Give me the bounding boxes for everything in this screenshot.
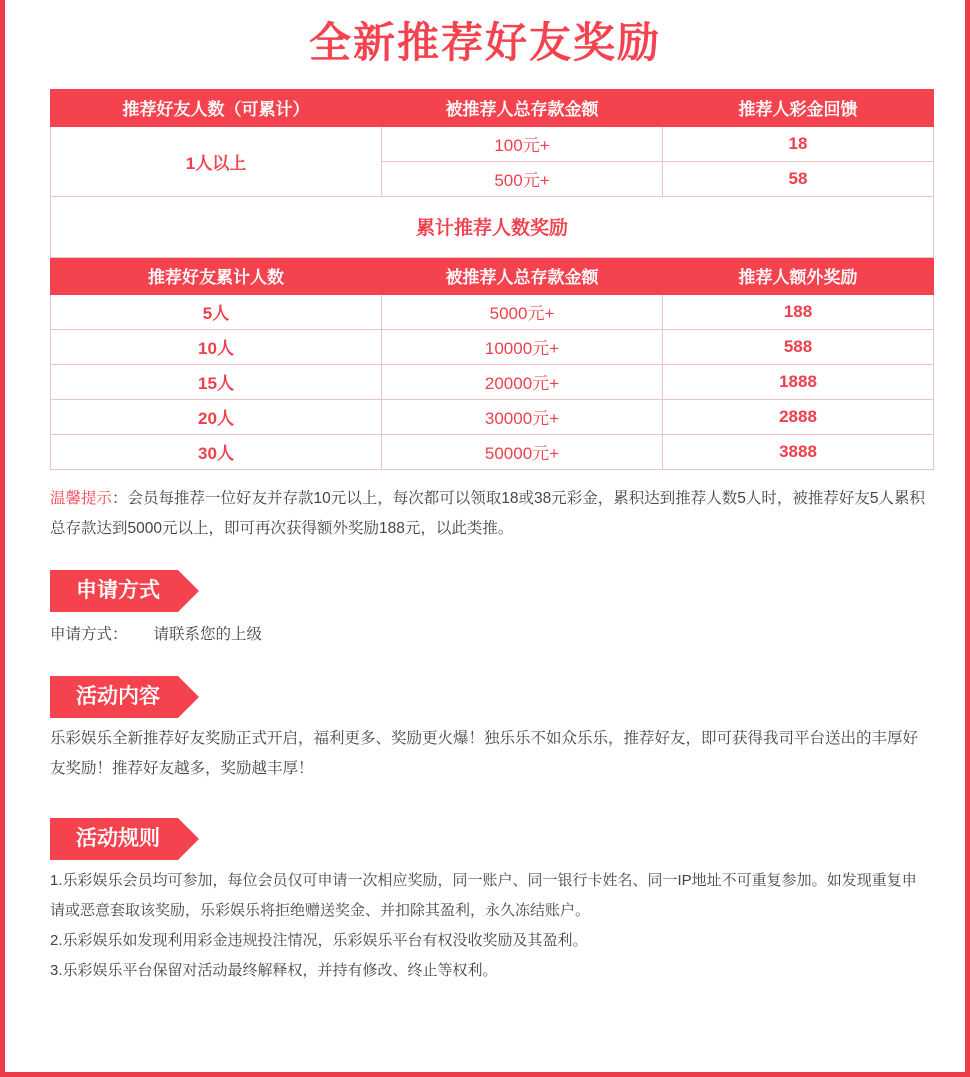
table1-cell-bonus: 18 (663, 126, 934, 161)
tip-label: 温馨提示 (50, 489, 113, 507)
apply-value: 请联系您的上级 (153, 625, 263, 643)
table2-cell-amount: 20000元+ (382, 364, 663, 399)
section-title: 累计推荐人数奖励 (51, 196, 934, 257)
table-row (51, 399, 934, 434)
table2-cell-people: 5人 (51, 294, 382, 329)
apply-line (50, 620, 920, 650)
rule-item: 3.乐彩娱乐平台保留对活动最终解释权，并持有修改、终止等权利。 (50, 961, 498, 979)
table-row (51, 364, 934, 399)
table2-cell-bonus: 588 (663, 329, 934, 364)
table2-cell-amount: 5000元+ (382, 294, 663, 329)
table2-cell-bonus: 188 (663, 294, 934, 329)
table1-cell-amount: 500元+ (382, 161, 663, 196)
table1-header-0: 推荐好友人数（可累计） (51, 89, 382, 126)
apply-banner: 申请方式 (50, 570, 178, 612)
table2-cell-amount: 10000元+ (382, 329, 663, 364)
table2-cell-people: 20人 (51, 399, 382, 434)
table2-cell-amount: 50000元+ (382, 434, 663, 469)
content-banner: 活动内容 (50, 676, 178, 718)
table-row (51, 329, 934, 364)
rule-item: 1.乐彩娱乐会员均可参加，每位会员仅可申请一次相应奖励，同一账户、同一银行卡姓名、同一IP地址不可重复参加。如发现重复申请或恶意套取该奖励，乐彩娱乐将拒绝赠送奖金、并扣除其盈利，永久冻结账户。 (50, 871, 917, 919)
tip-body: ：会员每推荐一位好友并存款10元以上，每次都可以领取18或38元彩金，累积达到推荐人数5人时，被推荐好友5人累积总存款达到5000元以上，即可再次获得额外奖励188元，以此类推。 (50, 489, 925, 537)
rules-list (50, 866, 930, 986)
table2-cell-bonus: 1888 (663, 364, 934, 399)
apply-label: 申请方式： (50, 625, 128, 643)
rules-banner-wrap (50, 818, 920, 860)
table2-header-0: 推荐好友累计人数 (51, 257, 382, 294)
apply-banner-wrap (50, 570, 920, 612)
table2-cell-bonus: 3888 (663, 434, 934, 469)
tip-text (50, 484, 930, 544)
table1-header-2: 推荐人彩金回馈 (663, 89, 934, 126)
table2-header-1: 被推荐人总存款金额 (382, 257, 663, 294)
content-banner-wrap (50, 676, 920, 718)
page-inner (5, 0, 965, 986)
table2-header-2: 推荐人额外奖励 (663, 257, 934, 294)
table-row (51, 126, 934, 161)
content-text: 乐彩娱乐全新推荐好友奖励正式开启，福利更多、奖励更火爆！独乐乐不如众乐乐，推荐好友，即可获得我司平台送出的丰厚好友奖励！推荐好友越多，奖励越丰厚！ (50, 729, 919, 777)
rewards-table (50, 89, 934, 470)
rules-banner: 活动规则 (50, 818, 178, 860)
table-header-row (51, 257, 934, 294)
table2-cell-people: 15人 (51, 364, 382, 399)
table1-cell-bonus: 58 (663, 161, 934, 196)
page-title: 全新推荐好友奖励 (308, 19, 661, 66)
rule-item: 2.乐彩娱乐如发现利用彩金违规投注情况，乐彩娱乐平台有权没收奖励及其盈利。 (50, 931, 588, 949)
table-header-row (51, 89, 934, 126)
table-section-title-row (51, 196, 934, 257)
table2-cell-people: 10人 (51, 329, 382, 364)
table-row (51, 434, 934, 469)
table-row (51, 294, 934, 329)
table1-header-1: 被推荐人总存款金额 (382, 89, 663, 126)
table2-cell-bonus: 2888 (663, 399, 934, 434)
table2-cell-people: 30人 (51, 434, 382, 469)
table1-cell-amount: 100元+ (382, 126, 663, 161)
table2-cell-amount: 30000元+ (382, 399, 663, 434)
table1-cell-people: 1人以上 (51, 126, 382, 196)
